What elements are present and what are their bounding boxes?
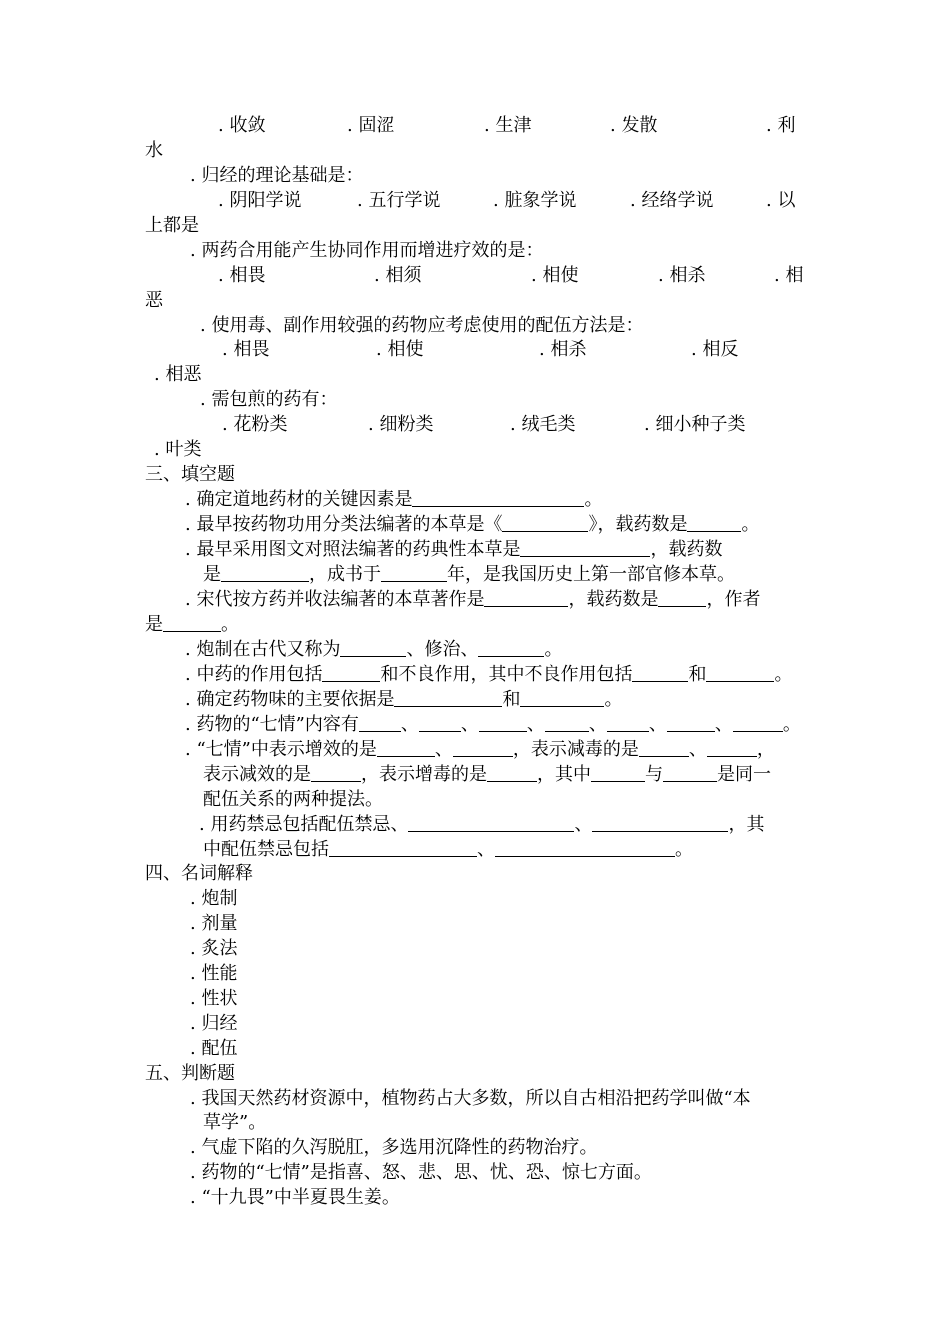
fill-q5: . 炮制在古代又称为 、修治、 。	[185, 639, 563, 660]
blank[interactable]	[453, 738, 513, 757]
blank[interactable]	[592, 813, 728, 832]
blank[interactable]	[359, 713, 401, 732]
fill-q9: . “七情”中表示增效的是 、 ，表示减毒的是 、 ，	[185, 739, 775, 760]
blank[interactable]	[520, 688, 604, 707]
fill-q7: . 确定药物味的主要依据是 和 。	[185, 689, 623, 710]
blank[interactable]	[478, 638, 544, 657]
judge-q1-cont: 草学”。	[203, 1112, 267, 1133]
q1-option-a: . 收敛	[218, 115, 266, 136]
q5-option-a: . 花粉类	[222, 414, 288, 435]
q3-option-d: . 相杀	[658, 265, 706, 286]
blank[interactable]	[329, 838, 477, 857]
blank[interactable]	[658, 588, 706, 607]
judge-section-heading: 五、判断题	[145, 1063, 235, 1084]
term-item: . 性能	[190, 963, 238, 984]
term-item: . 配伍	[190, 1038, 238, 1059]
blank[interactable]	[479, 713, 527, 732]
q1-option-b: . 固涩	[347, 115, 395, 136]
fill-q2: . 最早按药物功用分类法编著的本草是《 》，载药数是 。	[185, 514, 760, 535]
term-item: . 炙法	[190, 938, 238, 959]
fill-q9-cont2: 配伍关系的两种提法。	[203, 789, 383, 810]
blank[interactable]	[394, 688, 502, 707]
fill-q4: . 宋代按方药并收法编著的本草著作是 ，载药数是 ，作者	[185, 589, 761, 610]
blank[interactable]	[687, 513, 741, 532]
blank[interactable]	[412, 488, 584, 507]
fill-q1: . 确定道地药材的关键因素是 。	[185, 489, 603, 510]
q3-option-b: . 相须	[374, 265, 422, 286]
judge-q2: . 气虚下陷的久泻脱肛，多选用沉降性的药物治疗。	[190, 1137, 598, 1158]
blank[interactable]	[639, 738, 689, 757]
blank[interactable]	[377, 738, 435, 757]
blank[interactable]	[520, 538, 650, 557]
q4-option-a: . 相畏	[222, 339, 270, 360]
blank[interactable]	[487, 763, 537, 782]
q5-option-c: . 绒毛类	[510, 414, 576, 435]
blank[interactable]	[707, 738, 757, 757]
fill-q3: . 最早采用图文对照法编著的药典性本草是 ，载药数	[185, 539, 723, 560]
blank[interactable]	[667, 713, 715, 732]
judge-q3: . 药物的“七情”是指喜、怒、悲、思、忧、恐、惊七方面。	[190, 1162, 652, 1183]
q1-option-wrap: 水	[145, 140, 163, 161]
q4-stem: . 使用毒、副作用较强的药物应考虑使用的配伍方法是：	[200, 315, 644, 336]
q4-option-b: . 相使	[376, 339, 424, 360]
fill-q3-cont: 是 ，成书于 年，是我国历史上第一部官修本草。	[203, 564, 735, 585]
fill-q9-cont: 表示减效的是 ，表示增毒的是 ，其中 与 是同一	[203, 764, 771, 785]
blank[interactable]	[381, 563, 447, 582]
q3-option-wrap: 恶	[145, 290, 163, 311]
blank[interactable]	[663, 763, 717, 782]
q5-option-d: . 细小种子类	[644, 414, 746, 435]
blank[interactable]	[419, 713, 461, 732]
blank[interactable]	[221, 563, 309, 582]
fill-section-heading: 三、填空题	[145, 464, 235, 485]
q2-option-b: . 五行学说	[357, 190, 441, 211]
term-item: . 剂量	[190, 913, 238, 934]
blank[interactable]	[502, 513, 588, 532]
blank[interactable]	[340, 638, 406, 657]
q4-option-d: . 相反	[691, 339, 739, 360]
q4-option-c: . 相杀	[539, 339, 587, 360]
q3-stem: . 两药合用能产生协同作用而增进疗效的是：	[190, 240, 544, 261]
q5-option-b: . 细粉类	[368, 414, 434, 435]
q1-option-d: . 发散	[610, 115, 658, 136]
fill-q10-cont: 中配伍禁忌包括 、 。	[203, 839, 693, 860]
blank[interactable]	[607, 713, 649, 732]
blank[interactable]	[484, 588, 568, 607]
blank[interactable]	[545, 713, 589, 732]
fill-q8: . 药物的“七情”内容有 、 、 、 、 、 、 。	[185, 714, 801, 735]
q3-option-e: . 相	[774, 265, 804, 286]
q2-stem: . 归经的理论基础是：	[190, 165, 364, 186]
fill-q4-cont: 是 。	[145, 614, 239, 635]
q2-option-e: . 以	[766, 190, 796, 211]
blank[interactable]	[632, 663, 688, 682]
q2-option-d: . 经络学说	[630, 190, 714, 211]
blank[interactable]	[163, 613, 221, 632]
term-item: . 归经	[190, 1013, 238, 1034]
q4-option-wrap: . 相恶	[154, 364, 202, 385]
q5-option-wrap: . 叶类	[154, 439, 202, 460]
blank[interactable]	[706, 663, 774, 682]
q1-option-c: . 生津	[484, 115, 532, 136]
blank[interactable]	[733, 713, 783, 732]
q3-option-c: . 相使	[531, 265, 579, 286]
term-item: . 性状	[190, 988, 238, 1009]
judge-q4: . “十九畏”中半夏畏生姜。	[190, 1187, 400, 1208]
blank[interactable]	[408, 813, 574, 832]
blank[interactable]	[495, 838, 675, 857]
fill-q10: . 用药禁忌包括配伍禁忌、 、 ，其	[199, 814, 765, 835]
judge-q1: . 我国天然药材资源中，植物药占大多数，所以自古相沿把药学叫做“本	[190, 1088, 751, 1109]
q2-option-wrap: 上都是	[145, 215, 199, 236]
blank[interactable]	[311, 763, 361, 782]
blank[interactable]	[322, 663, 380, 682]
fill-q6: . 中药的作用包括 和不良作用，其中不良作用包括 和 。	[185, 664, 793, 685]
blank[interactable]	[591, 763, 645, 782]
q2-option-c: . 脏象学说	[493, 190, 577, 211]
q3-option-a: . 相畏	[218, 265, 266, 286]
q1-option-e: . 利	[766, 115, 796, 136]
q5-stem: . 需包煎的药有：	[200, 389, 338, 410]
terms-section-heading: 四、名词解释	[145, 863, 253, 884]
q2-option-a: . 阴阳学说	[218, 190, 302, 211]
term-item: . 炮制	[190, 888, 238, 909]
